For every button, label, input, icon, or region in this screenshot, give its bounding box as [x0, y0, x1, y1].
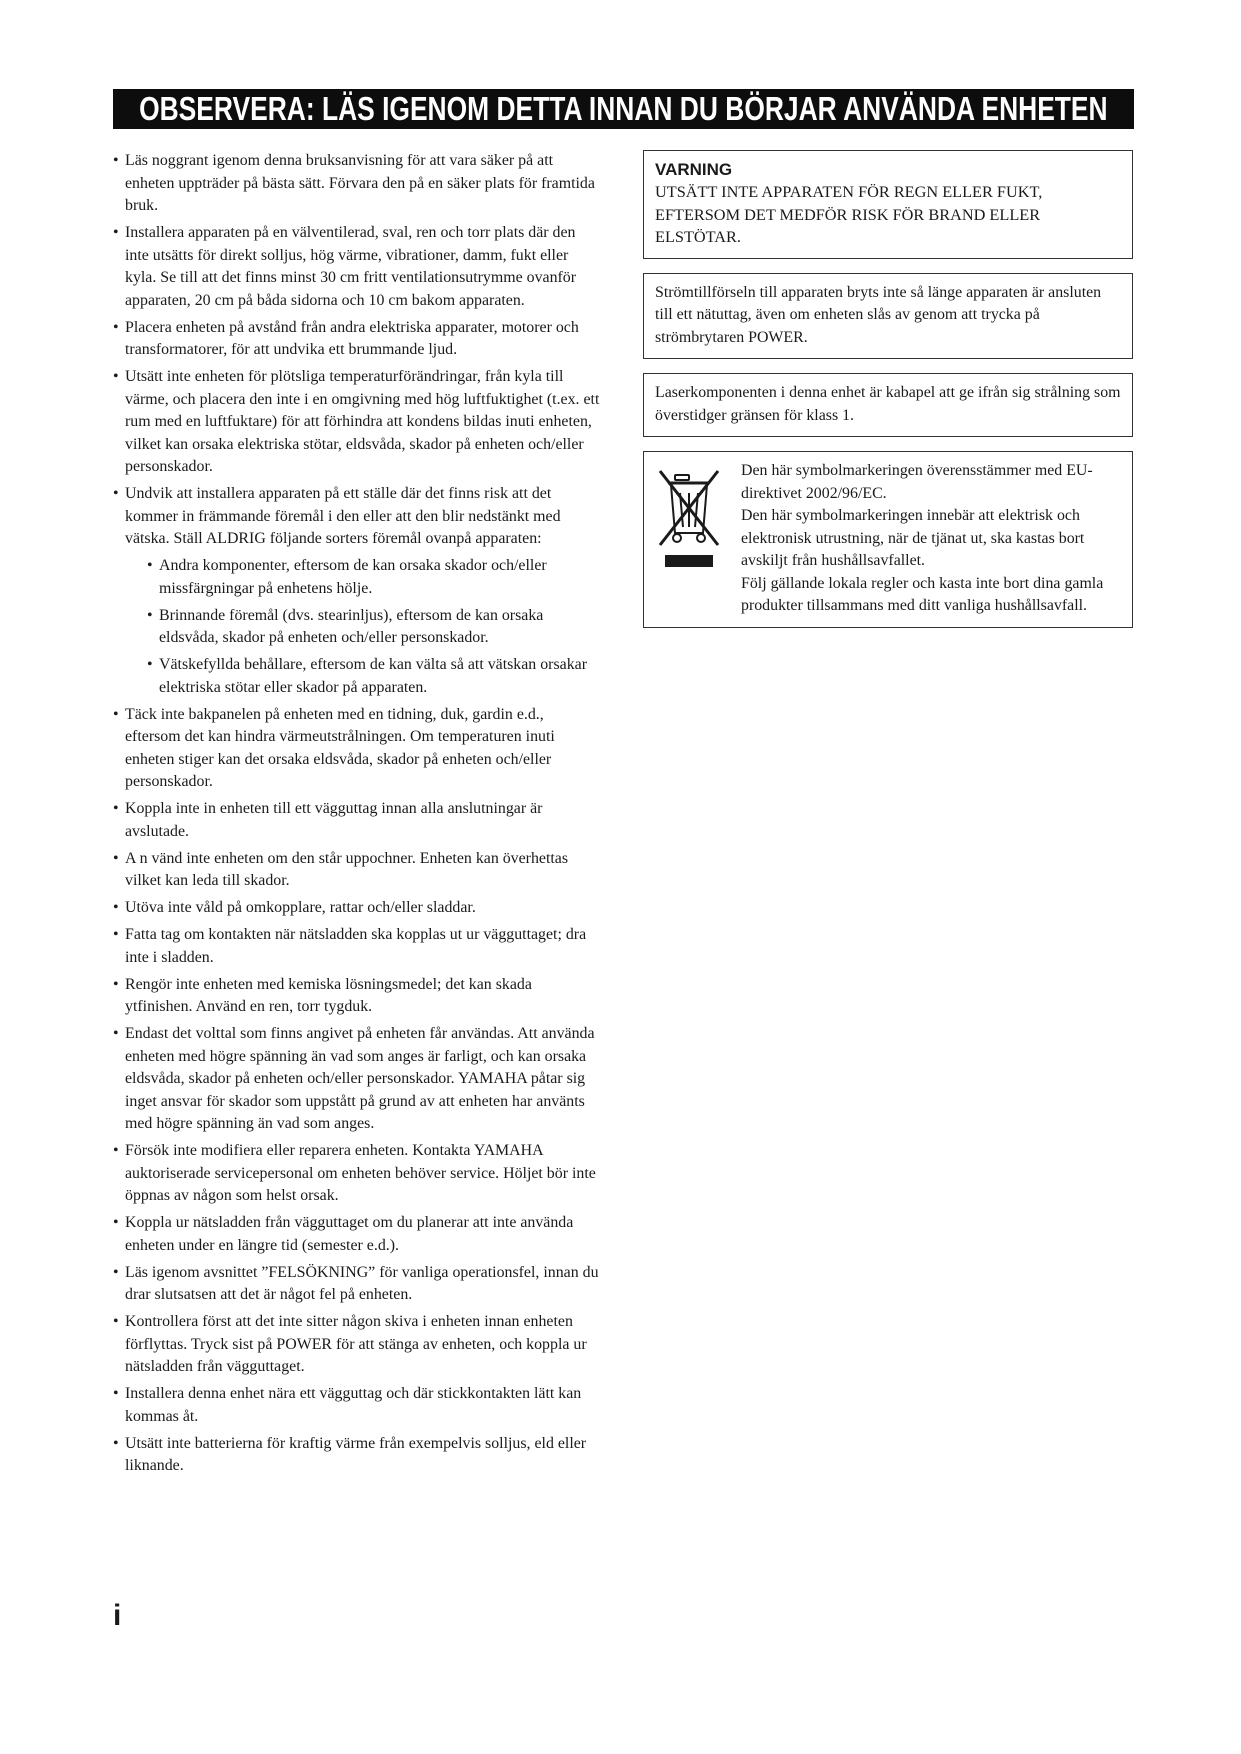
list-item: • Koppla inte in enheten till ett vägguttag innan alla anslutningar är avslutade. — [113, 798, 603, 843]
laser-notice-text: Laserkomponenten i denna enhet är kabapel att ge ifrån sig strålning som överstidger gränsen för klass 1. — [655, 384, 1121, 424]
weee-text-line: Följ gällande lokala regler och kasta inte bort dina gamla produkter tillsammans med ditt vanliga hushållsavfall. — [741, 574, 1104, 614]
laser-notice-box — [643, 373, 1133, 437]
page-number: i — [113, 1599, 122, 1632]
list-item: • Placera enheten på avstånd från andra elektriska apparater, motorer och transformatorer, för att undvika ett brummande ljud. — [113, 317, 603, 362]
warning-text: UTSÄTT INTE APPARATEN FÖR REGN ELLER FUKT, EFTERSOM DET MEDFÖR RISK FÖR BRAND ELLER ELSTÖTAR. — [655, 182, 1043, 246]
list-item: • Täck inte bakpanelen på enheten med en tidning, duk, gardin e.d., eftersom det kan hindra värmeutstrålningen. Om temperaturen inuti enheten stiger kan det orsaka eldsvåda, skador på enheten och/eller personskador. — [113, 704, 603, 794]
sublist-item: • Andra komponenter, eftersom de kan orsaka skador och/eller missfärgningar på enhetens hölje. — [113, 555, 603, 600]
title-banner — [113, 89, 1134, 129]
weee-text-block — [741, 460, 1121, 618]
list-item: • Utsätt inte batterierna för kraftig värme från exempelvis solljus, eld eller liknande. — [113, 1433, 603, 1478]
weee-bin-svg — [655, 465, 723, 575]
list-item: • Installera apparaten på en välventilerad, sval, ren och torr plats där den inte utsätts för direkt solljus, hög värme, vibrationer, damm, fukt eller kyla. Se till att det finns minst 30 cm fritt ventilationsutrymme ovanför apparaten, 20 cm på båda sidorna och 10 cm bakom apparaten. — [113, 222, 603, 312]
list-item: • Endast det volttal som finns angivet på enheten får användas. Att använda enheten med högre spänning än vad som anges är farligt, och kan orsaka eldsvåda, skador på enheten och/eller personskador. YAMAHA påtar sig inget ansvar för skador som uppstått på grund av att enheten har använts med högre spänning än vad som anges. — [113, 1023, 603, 1136]
list-item: • Fatta tag om kontakten när nätsladden ska kopplas ut ur vägguttaget; dra inte i sladden. — [113, 924, 603, 969]
list-item: • A n vänd inte enheten om den står uppochner. Enheten kan överhettas vilket kan leda till skador. — [113, 848, 603, 893]
list-item: • Försök inte modifiera eller reparera enheten. Kontakta YAMAHA auktoriserade servicepersonal om enheten behöver service. Höljet bör inte öppnas av någon som helst orsak. — [113, 1140, 603, 1208]
precautions-list — [113, 150, 603, 1478]
weee-text-line: Den här symbolmarkeringen överensstämmer med EU-direktivet 2002/96/EC. — [741, 462, 1093, 502]
warning-heading: VARNING — [655, 160, 733, 179]
weee-text-line: Den här symbolmarkeringen innebär att elektrisk och elektronisk utrustning, när de tjänat ut, ska kastas bort avskiljt från hushållsavfallet. — [741, 507, 1085, 569]
list-item: • Läs noggrant igenom denna bruksanvisning för att vara säker på att enheten uppträder på bästa sätt. Förvara den på en säker plats för framtida bruk. — [113, 150, 603, 218]
list-item: • Läs igenom avsnittet ”FELSÖKNING” för vanliga operationsfel, innan du drar slutsatsen att det är något fel på enheten. — [113, 1262, 603, 1307]
weee-bin-icon — [655, 460, 741, 618]
list-item: • Kontrollera först att det inte sitter någon skiva i enheten innan enheten förflyttas. Tryck sist på POWER för att stänga av enheten, och koppla ur nätsladden från vägguttaget. — [113, 1311, 603, 1379]
warning-box — [643, 150, 1133, 259]
list-item — [113, 483, 603, 551]
weee-notice-box — [643, 451, 1133, 628]
sublist-item: • Brinnande föremål (dvs. stearinljus), eftersom de kan orsaka eldsvåda, skador på enheten och/eller personskador. — [113, 605, 603, 650]
list-item: • Utöva inte våld på omkopplare, rattar och/eller sladdar. — [113, 897, 603, 920]
power-notice-text: Strömtillförseln till apparaten bryts inte så länge apparaten är ansluten till ett nätuttag, även om enheten slås av genom att trycka på strömbrytaren POWER. — [655, 283, 1102, 346]
power-notice-box — [643, 273, 1133, 360]
list-item-text: • Undvik att installera apparaten på ett ställe där det finns risk att det kommer in främmande föremål i den eller att den blir nedstänkt med vätska. Ställ ALDRIG följande sorters föremål ovanpå apparaten: — [125, 485, 561, 547]
sublist-container — [113, 555, 603, 699]
page-title: OBSERVERA: LÄS IGENOM DETTA INNAN DU BÖRJAR ANVÄNDA ENHETEN — [139, 90, 1108, 127]
sublist — [113, 555, 603, 699]
right-column — [643, 150, 1133, 642]
left-column — [113, 150, 603, 1482]
list-item: • Utsätt inte enheten för plötsliga temperaturförändringar, från kyla till värme, och placera den inte i en omgivning med hög luftfuktighet (t.ex. ett rum med en luftfuktare) för att förhindra att kondens bildas inuti enheten, vilket kan orsaka elektriska stötar, eldsvåda, skador på enheten och/eller personskador. — [113, 366, 603, 479]
sublist-item: • Vätskefyllda behållare, eftersom de kan välta så att vätskan orsakar elektriska stötar eller skador på apparaten. — [113, 654, 603, 699]
list-item: • Installera denna enhet nära ett vägguttag och där stickkontakten lätt kan kommas åt. — [113, 1383, 603, 1428]
list-item: • Rengör inte enheten med kemiska lösningsmedel; det kan skada ytfinishen. Använd en ren, torr tygduk. — [113, 974, 603, 1019]
list-item: • Koppla ur nätsladden från vägguttaget om du planerar att inte använda enheten under en längre tid (semester e.d.). — [113, 1212, 603, 1257]
